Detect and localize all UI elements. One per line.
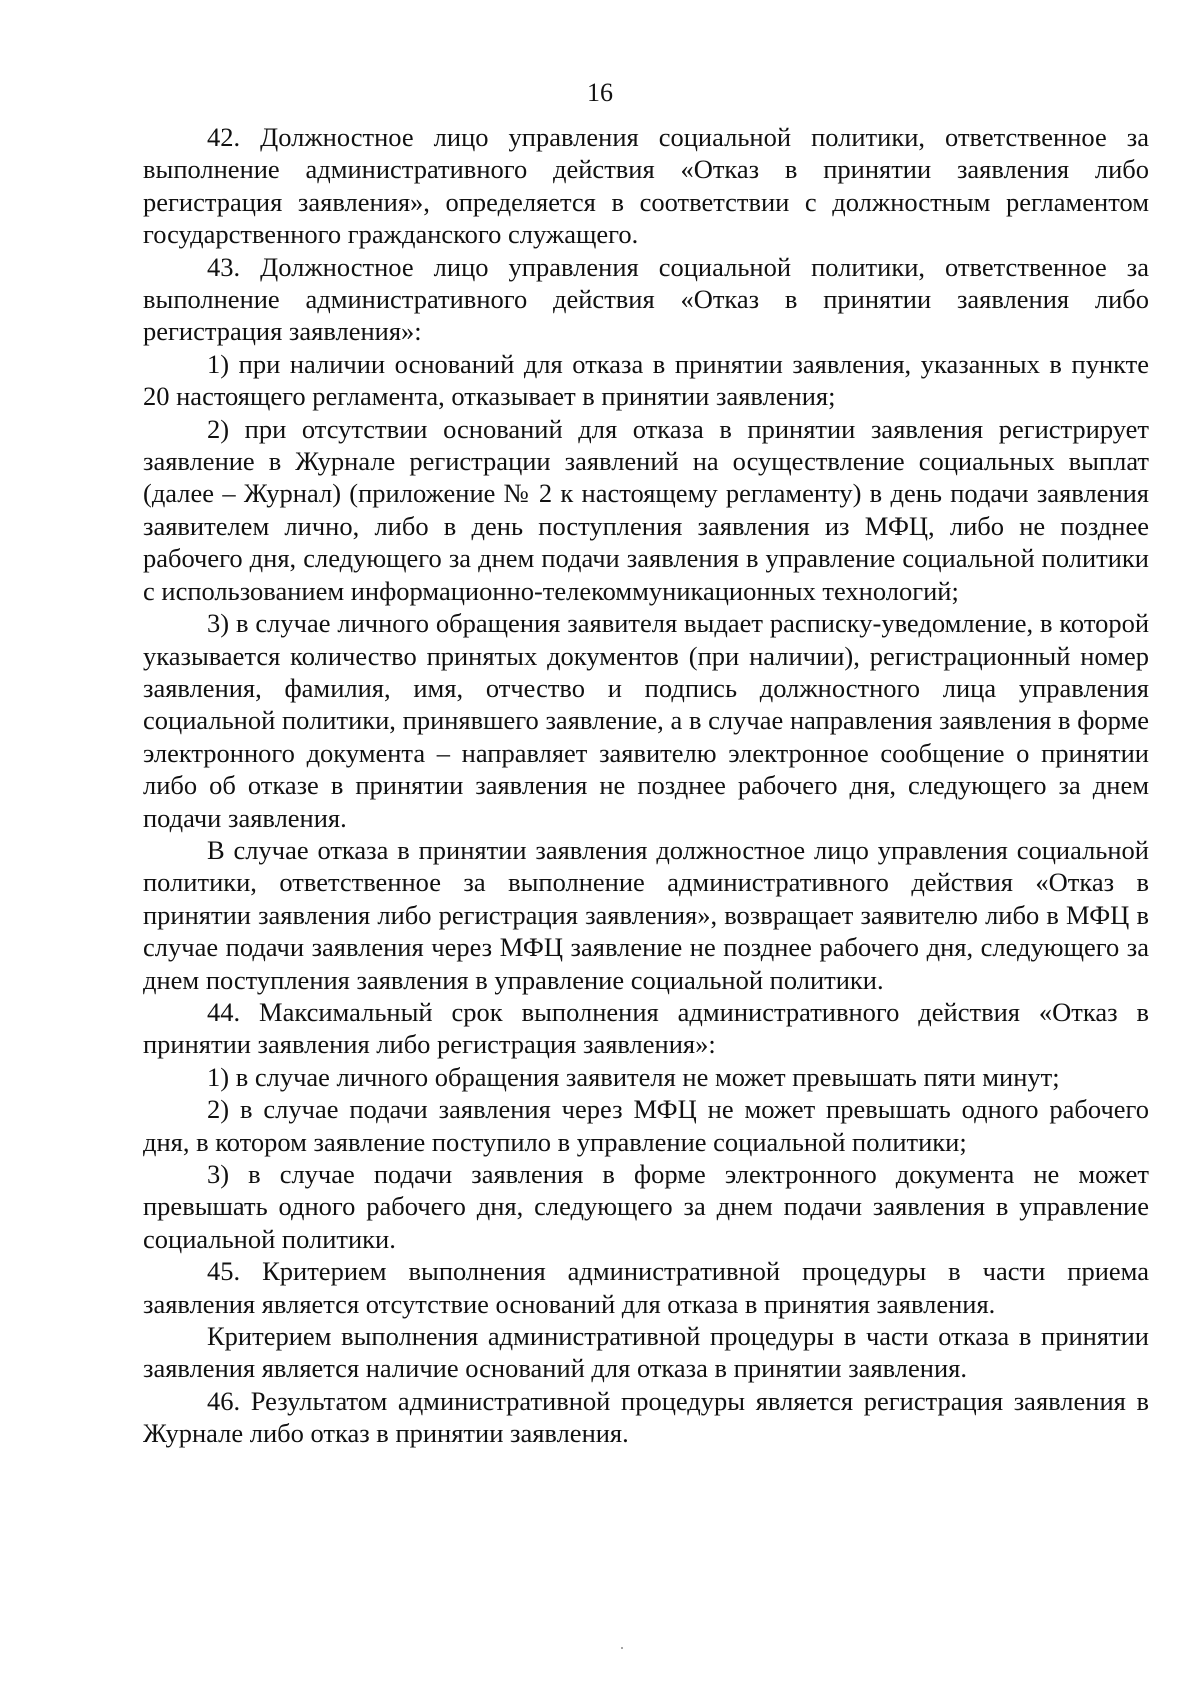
paragraph-43-item-3: 3) в случае личного обращения заявителя выдает расписку-уведомление, в которой указывается количество принятых документов (при наличии), регистрационный номер заявления, фамилия, имя, отчество и подпись должностного лица управления социальной политики, принявшего заявление, а в случае направления заявления в форме электронного документа – направляет заявителю электронное сообщение о принятии либо об отказе в принятии заявления не позднее рабочего дня, следующего за днем подачи заявления. xyxy=(143,608,1149,833)
page-number: 16 xyxy=(587,78,613,107)
paragraph-44-item-3: 3) в случае подачи заявления в форме электронного документа не может превышать одного рабочего дня, следующего за днем подачи заявления в управление социальной политики. xyxy=(143,1159,1149,1254)
paragraph-45-refusal-criterion: Критерием выполнения административной процедуры в части отказа в принятии заявления является наличие оснований для отказа в принятии заявления. xyxy=(143,1321,1149,1384)
paragraph-42: 42. Должностное лицо управления социальной политики, ответственное за выполнение административного действия «Отказ в принятии заявления либо регистрация заявления», определяется в соответствии с должностным регламентом государственного гражданского служащего. xyxy=(143,122,1149,250)
paragraph-refusal-case: В случае отказа в принятии заявления должностное лицо управления социальной политики, ответственное за выполнение административного действия «Отказ в принятии заявления либо регистрация заявления», возвращает заявителю либо в МФЦ в случае подачи заявления через МФЦ заявление не позднее рабочего дня, следующего за днем поступления заявления в управление социальной политики. xyxy=(143,834,1149,995)
paragraph-46: 46. Результатом административной процедуры является регистрация заявления в Журнале либо отказ в принятии заявления. xyxy=(143,1385,1149,1449)
paragraph-45: 45. Критерием выполнения административной процедуры в части приема заявления является отсутствие оснований для отказа в принятия заявления. xyxy=(143,1256,1149,1319)
paragraph-43: 43. Должностное лицо управления социальной политики, ответственное за выполнение административного действия «Отказ в принятии заявления либо регистрация заявления»: xyxy=(143,251,1149,347)
paragraph-44-item-2: 2) в случае подачи заявления через МФЦ не может превышать одного рабочего дня, в котором заявление поступило в управление социальной политики; xyxy=(143,1094,1149,1157)
paragraph-43-item-1: 1) при наличии оснований для отказа в принятии заявления, указанных в пункте 20 настоящего регламента, отказывает в принятии заявления; xyxy=(143,348,1149,412)
paragraph-44-item-1: 1) в случае личного обращения заявителя не может превышать пяти минут; xyxy=(207,1061,1060,1092)
scan-dot xyxy=(621,1647,623,1649)
paragraph-43-item-2: 2) при отсутствии оснований для отказа в принятии заявления регистрирует заявление в Журнале регистрации заявлений на осуществление социальных выплат (далее – Журнал) (приложение № 2 к настоящему регламенту) в день подачи заявления заявителем лично, либо в день поступления заявления из МФЦ, либо не позднее рабочего дня, следующего за днем подачи заявления в управление социальной политики с использованием информационно-телекоммуникационных технологий; xyxy=(143,413,1149,606)
document-body xyxy=(143,121,1149,1450)
paragraph-44: 44. Максимальный срок выполнения административного действия «Отказ в принятии заявления либо регистрация заявления»: xyxy=(143,996,1149,1060)
